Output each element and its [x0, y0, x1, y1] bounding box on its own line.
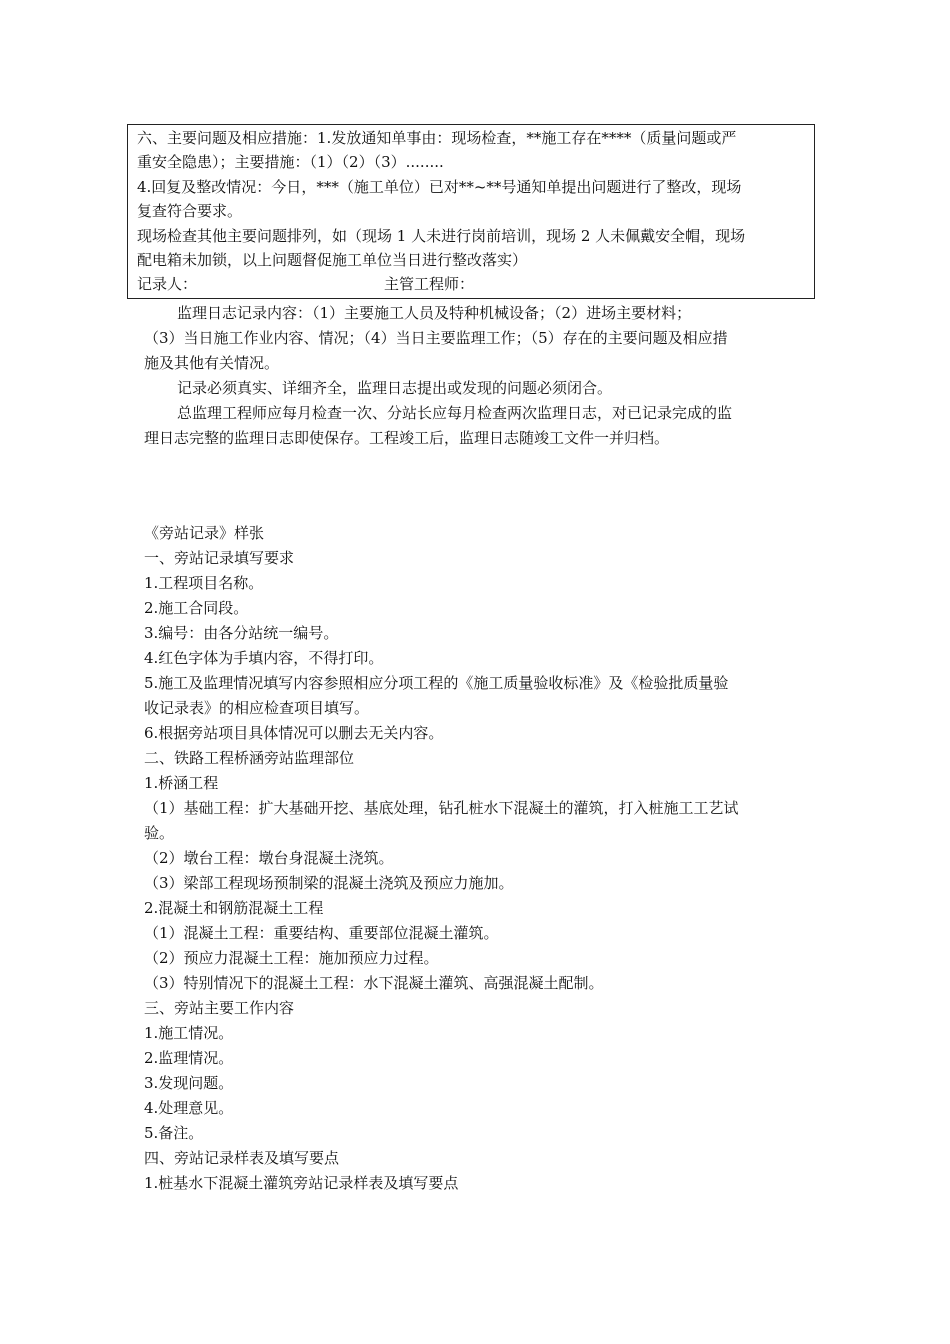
- table-line: 六、主要问题及相应措施：1.发放通知单事由：现场检查，**施工存在****（质量问题或严: [137, 129, 737, 147]
- list-item-continuation: 收记录表》的相应检查项目填写。: [144, 699, 370, 717]
- table-line: 重安全隐患）；主要措施：（1）（2）（3）........: [137, 153, 444, 172]
- heading: 四、旁站记录样表及填写要点: [144, 1149, 340, 1167]
- list-item-continuation: 验。: [144, 824, 175, 842]
- heading: 三、旁站主要工作内容: [144, 999, 295, 1017]
- list-item: （2）预应力混凝土工程：施加预应力过程。: [144, 949, 439, 967]
- heading: 二、铁路工程桥涵旁站监理部位: [144, 749, 355, 767]
- paragraph-line: 施及其他有关情况。: [144, 354, 280, 372]
- main-issues-table-cell: [127, 124, 815, 299]
- list-item: 5.施工及监理情况填写内容参照相应分项工程的《施工质量验收标准》及《检验批质量验: [144, 674, 729, 692]
- list-item: （3）特别情况下的混凝土工程：水下混凝土灌筑、高强混凝土配制。: [144, 974, 604, 992]
- side-station-record-section: [144, 521, 816, 1196]
- list-item: 3.发现问题。: [144, 1074, 234, 1092]
- paragraph-line: 总监理工程师应每月检查一次、分站长应每月检查两次监理日志，对已记录完成的监: [177, 404, 733, 422]
- list-item: 4.处理意见。: [144, 1099, 234, 1117]
- subheading: 2.混凝土和钢筋混凝土工程: [144, 899, 324, 917]
- list-item: （2）墩台工程：墩台身混凝土浇筑。: [144, 849, 394, 867]
- list-item: 2.施工合同段。: [144, 599, 249, 617]
- list-item: 5.备注。: [144, 1124, 204, 1142]
- paragraph-line: （3）当日施工作业内容、情况；（4）当日主要监理工作；（5）存在的主要问题及相应措: [144, 329, 728, 347]
- table-line: 复查符合要求。: [137, 202, 243, 221]
- supervision-log-notes: [144, 301, 814, 451]
- list-item: （1）混凝土工程：重要结构、重要部位混凝土灌筑。: [144, 924, 499, 942]
- list-item: 6.根据旁站项目具体情况可以删去无关内容。: [144, 724, 444, 742]
- list-item: （1）基础工程：扩大基础开挖、基底处理，钻孔桩水下混凝土的灌筑，打入桩施工工艺试: [144, 799, 739, 817]
- table-line: 配电箱未加锁，以上问题督促施工单位当日进行整改落实）: [137, 251, 528, 270]
- heading: 一、旁站记录填写要求: [144, 549, 295, 567]
- table-line: 现场检查其他主要问题排列，如（现场 1 人未进行岗前培训，现场 2 人未佩戴安全帽，现场: [137, 226, 746, 245]
- list-item: 1.桩基水下混凝土灌筑旁站记录样表及填写要点: [144, 1174, 459, 1192]
- list-item: 4.红色字体为手填内容，不得打印。: [144, 649, 384, 667]
- engineer-label: 主管工程师：: [384, 275, 475, 294]
- paragraph-line: 理日志完整的监理日志即使保存。工程竣工后，监理日志随竣工文件一并归档。: [144, 429, 670, 447]
- list-item: 1.工程项目名称。: [144, 574, 264, 592]
- list-item: 3.编号：由各分站统一编号。: [144, 624, 339, 642]
- table-line: 4.回复及整改情况：今日，***（施工单位）已对**~**号通知单提出问题进行了整改，现场: [137, 177, 742, 196]
- list-item: 1.施工情况。: [144, 1024, 234, 1042]
- section-title: 《旁站记录》样张: [144, 524, 265, 542]
- list-item: 2.监理情况。: [144, 1049, 234, 1067]
- paragraph-line: 记录必须真实、详细齐全，监理日志提出或发现的问题必须闭合。: [177, 379, 613, 397]
- list-item: （3）梁部工程现场预制梁的混凝土浇筑及预应力施加。: [144, 874, 514, 892]
- recorder-label: 记录人：: [137, 275, 198, 294]
- subheading: 1.桥涵工程: [144, 774, 219, 792]
- signature-line: [137, 272, 805, 296]
- paragraph-line: 监理日志记录内容：（1）主要施工人员及特种机械设备；（2）进场主要材料；: [177, 304, 692, 322]
